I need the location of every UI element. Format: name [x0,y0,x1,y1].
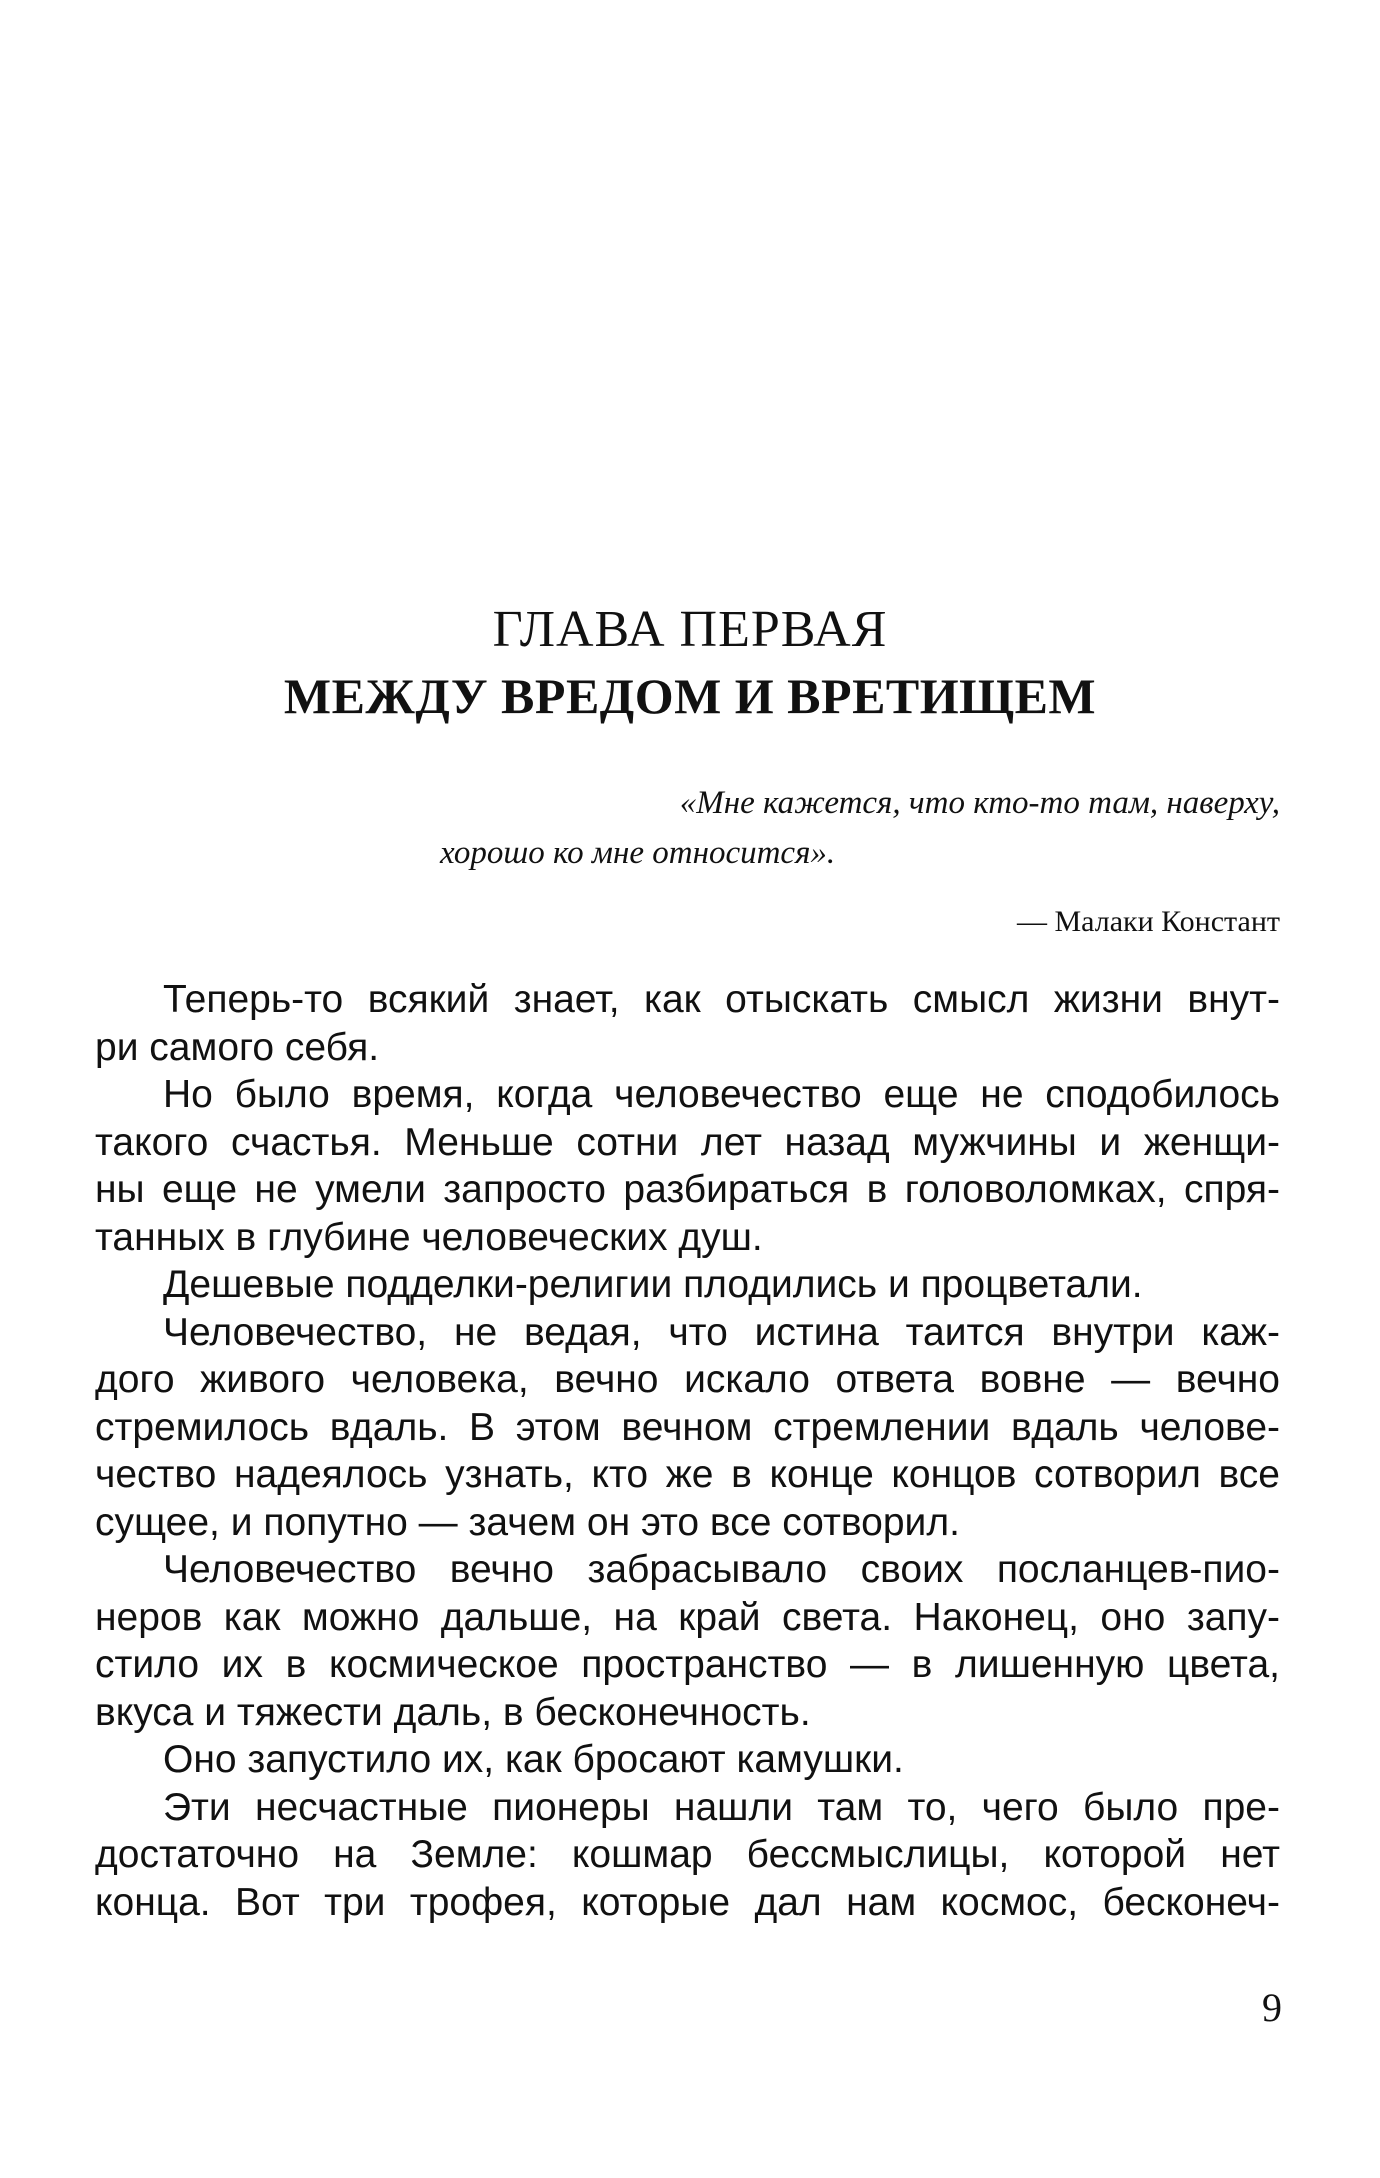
text-line: ри самого себя. [95,1025,380,1069]
text-line: Но было время, когда человечество еще не сподобилось [163,1073,1280,1116]
epigraph-author: — Малаки Констант [1016,905,1280,938]
text-line: Человечество, не ведая, что истина таится внутри каж- [163,1310,1280,1354]
epigraph [400,778,1280,942]
text-line: ны еще не умели запросто разбираться в головоломках, спря- [95,1168,1280,1211]
text-line: чество надеялось узнать, кто же в конце концов сотворил все [95,1453,1280,1496]
epigraph-quote-line: хорошо ко мне относится». [440,835,836,871]
text-line: Дешевые подделки-религии плодились и процветали. [163,1263,1143,1306]
text-line: Оно запустило их, как бросают камушки. [163,1738,904,1781]
body-text [95,976,1280,1926]
page-number: 9 [1262,1985,1282,2030]
text-line: такого счастья. Меньше сотни лет назад мужчины и женщи- [95,1120,1280,1164]
chapter-header [0,600,1380,732]
text-line: стило их в космическое пространство — в лишенную цвета, [95,1643,1280,1686]
text-line: сущее, и попутно — зачем он это все сотворил. [95,1500,960,1544]
chapter-number: ГЛАВА ПЕРВАЯ [492,601,888,658]
text-line: стремилось вдаль. В этом вечном стремлении вдаль челове- [95,1405,1280,1449]
epigraph-quote [400,778,1280,878]
text-line: Теперь-то всякий знает, как отыскать смысл жизни внут- [163,978,1280,1021]
text-line: конца. Вот три трофея, которые дал нам космос, бесконеч- [95,1880,1280,1924]
text-line: дого живого человека, вечно искало ответа вовне — вечно [95,1358,1280,1401]
text-line: вкуса и тяжести даль, в бесконечность. [95,1690,811,1734]
chapter-title: МЕЖДУ ВРЕДОМ И ВРЕТИЩЕМ [283,668,1097,724]
text-line: танных в глубине человеческих душ. [95,1215,763,1259]
text-line: достаточно на Земле: кошмар бессмыслицы, которой нет [95,1833,1280,1876]
text-line: неров как можно дальше, на край света. Наконец, оно запу- [95,1595,1280,1639]
text-line: Эти несчастные пионеры нашли там то, чего было пре- [163,1785,1280,1829]
epigraph-quote-line: «Мне кажется, что кто-то там, наверху, [679,785,1280,821]
text-line: Человечество вечно забрасывало своих посланцев-пио- [163,1548,1280,1591]
